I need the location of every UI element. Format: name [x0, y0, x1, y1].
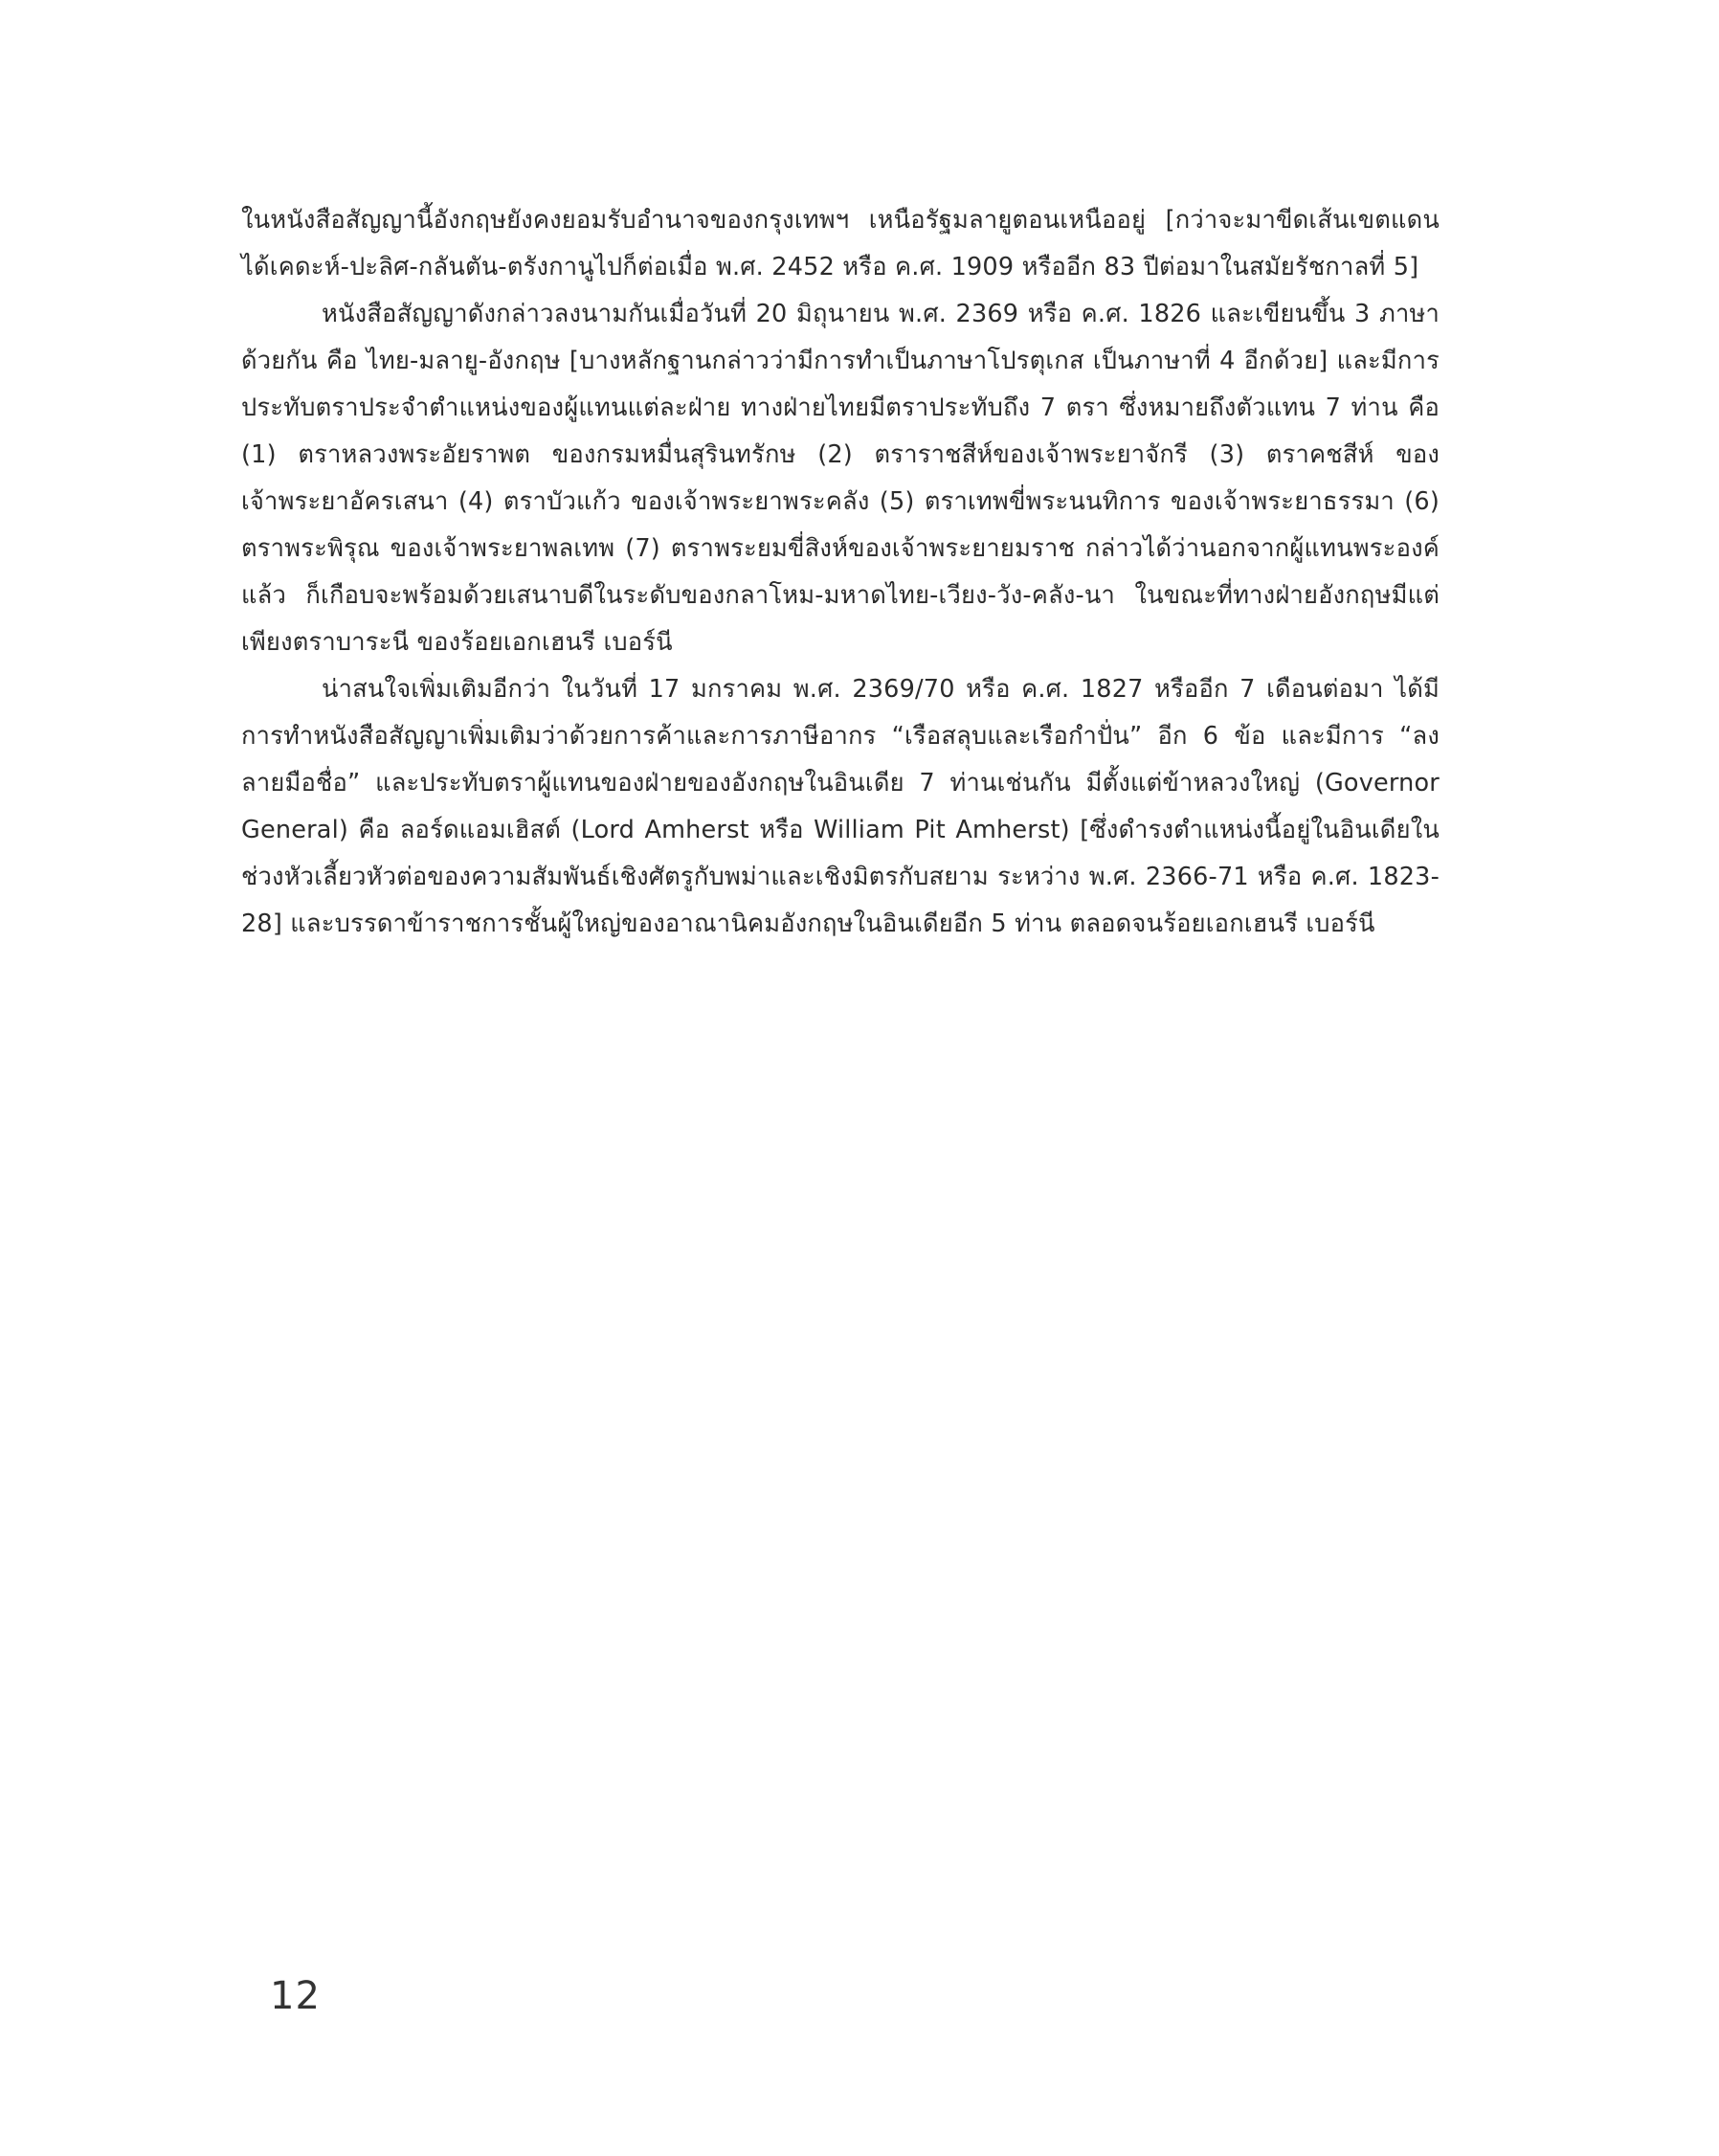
paragraph-2: หนังสือสัญญาดังกล่าวลงนามกันเมื่อวันที่ 20 มิถุนายน พ.ศ. 2369 หรือ ค.ศ. 1826 และเขียนขึ้น 3 ภาษาด้วยกัน คือ ไทย-มลายู-อังกฤษ [บางหลักฐานกล่าวว่ามีการทำเป็นภาษาโปรตุเกส เป็นภาษาที่ 4 อีกด้วย] และมีการประทับตราประจำตำแหน่งของผู้แทนแต่ละฝ่าย ทางฝ่ายไทยมีตราประทับถึง 7 ตรา ซึ่งหมายถึงตัวแทน 7 ท่าน คือ (1) ตราหลวงพระอัยราพต ของกรมหมื่นสุรินทรักษ (2) ตราราชสีห์ของเจ้าพระยาจักรี (3) ตราคชสีห์ ของเจ้าพระยาอัครเสนา (4) ตราบัวแก้ว ของเจ้าพระยาพระคลัง (5) ตราเทพขี่พระนนทิการ ของเจ้าพระยาธรรมา (6) ตราพระพิรุณ ของเจ้าพระยาพลเทพ (7) ตราพระยมขี่สิงห์ของเจ้าพระยายมราช กล่าวได้ว่านอกจากผู้แทนพระองค์แล้ว ก็เกือบจะพร้อมด้วยเสนาบดีในระดับของกลาโหม-มหาดไทย-เวียง-วัง-คลัง-นา ในขณะที่ทางฝ่ายอังกฤษมีแต่เพียงตราบาระนี ของร้อยเอกเฮนรี เบอร์นี: [241, 300, 1440, 657]
paragraph-3: น่าสนใจเพิ่มเติมอีกว่า ในวันที่ 17 มกราคม พ.ศ. 2369/70 หรือ ค.ศ. 1827 หรืออีก 7 เดือนต่อมา ได้มีการทำหนังสือสัญญาเพิ่มเติมว่าด้วยการค้าและการภาษีอากร “เรือสลุบและเรือกำปั่น” อีก 6 ข้อ และมีการ “ลงลายมือชื่อ” และประทับตราผู้แทนของฝ่ายของอังกฤษในอินเดีย 7 ท่านเช่นกัน มีตั้งแต่ข้าหลวงใหญ่ (Governor General) คือ ลอร์ดแอมเฮิสต์ (Lord Amherst หรือ William Pit Amherst) [ซึ่งดำรงตำแหน่งนี้อยู่ในอินเดียในช่วงหัวเลี้ยวหัวต่อของความสัมพันธ์เชิงศัตรูกับพม่าและเชิงมิตรกับสยาม ระหว่าง พ.ศ. 2366-71 หรือ ค.ศ. 1823-28] และบรรดาข้าราชการชั้นผู้ใหญ่ของอาณานิคมอังกฤษในอินเดียอีก 5 ท่าน ตลอดจนร้อยเอกเฮนรี เบอร์นี: [241, 675, 1440, 938]
document-body: [241, 197, 1440, 948]
page-number: 12: [270, 1974, 321, 2018]
paragraph-1: ในหนังสือสัญญานี้อังกฤษยังคงยอมรับอำนาจของกรุงเทพฯ เหนือรัฐมลายูตอนเหนืออยู่ [กว่าจะมาขีดเส้นเขตแดนได้เคดะห์-ปะลิศ-กลันตัน-ตรังกานูไปก็ต่อเมื่อ พ.ศ. 2452 หรือ ค.ศ. 1909 หรืออีก 83 ปีต่อมาในสมัยรัชกาลที่ 5]: [241, 206, 1440, 281]
